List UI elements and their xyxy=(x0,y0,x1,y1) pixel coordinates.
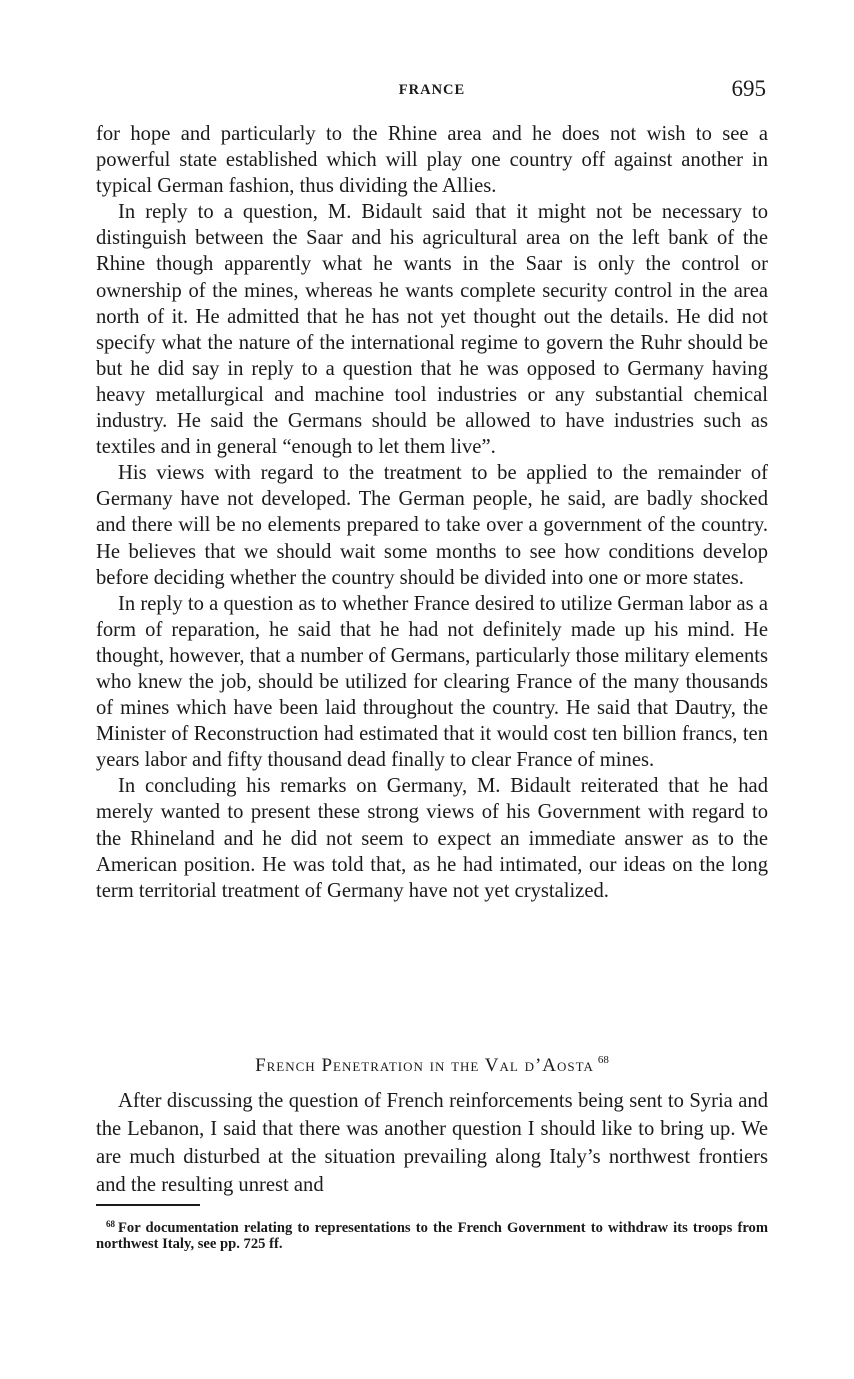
footnote-mark: 68 xyxy=(106,1219,115,1229)
footnote-text: For documentation relating to representations to the French Government to withdraw its troops from northwest Italy, see pp. 725 ff. xyxy=(96,1220,768,1252)
paragraph: In reply to a question, M. Bidault said that it might not be necessary to distinguish between the Saar and his agricultural area on the left bank of the Rhine though apparently what he wants in the Saar is only the control or ownership of the mines, whereas he wants complete security control in the area north of it. He admitted that he has not yet thought out the details. He did not specify what the nature of the international regime to govern the Ruhr should be but he did say in reply to a question that he was opposed to Germany having heavy metallurgical and machine tool industries or any substantial chemical industry. He said the Germans should be allowed to have industries such as textiles and in general “enough to let them live”. xyxy=(96,201,768,459)
paragraph-continuation: for hope and particularly to the Rhine area and he does not wish to see a powerful state established which will play one country off against another in typical German fashion, thus dividing the Allies. xyxy=(96,123,768,198)
footnote-reference[interactable]: 68 xyxy=(597,1054,609,1066)
running-title: FRANCE xyxy=(398,82,466,98)
paragraph: In concluding his remarks on Germany, M. Bidault reiterated that he had merely wanted to present these strong views of his Government with regard to the Rhineland and he did not seem to expect an immediate answer as to the American position. He was told that, as he had intimated, our ideas on the long term territorial treatment of Germany have not yet crystalized. xyxy=(96,775,768,902)
running-head xyxy=(96,76,768,108)
footnote xyxy=(96,1216,768,1252)
section-heading-text: French Penetration in the Val d’Aosta xyxy=(255,1055,594,1076)
body-text xyxy=(96,121,768,904)
section-paragraph: After discussing the question of French reinforcements being sent to Syria and the Lebanon, I said that there was another question I should like to bring up. We are much disturbed at the situation prevailing along Italy’s northwest frontiers and the resulting unrest and xyxy=(96,1090,768,1196)
section-heading xyxy=(96,1054,768,1077)
paragraph: His views with regard to the treatment to be applied to the remainder of Germany have not developed. The German people, he said, are badly shocked and there will be no elements prepared to take over a government of the country. He believes that we should wait some months to see how conditions develop before deciding whether the country should be divided into one or more states. xyxy=(96,462,768,589)
paragraph: In reply to a question as to whether France desired to utilize German labor as a form of reparation, he said that he had not definitely made up his mind. He thought, however, that a number of Germans, particularly those military elements who knew the job, should be utilized for clearing France of the many thousands of mines which have been laid throughout the country. He said that Dautry, the Minister of Reconstruction had estimated that it would cost ten billion francs, ten years labor and fifty thousand dead finally to clear France of mines. xyxy=(96,592,768,772)
page-number: 695 xyxy=(731,76,766,101)
footnote-divider xyxy=(96,1204,200,1206)
